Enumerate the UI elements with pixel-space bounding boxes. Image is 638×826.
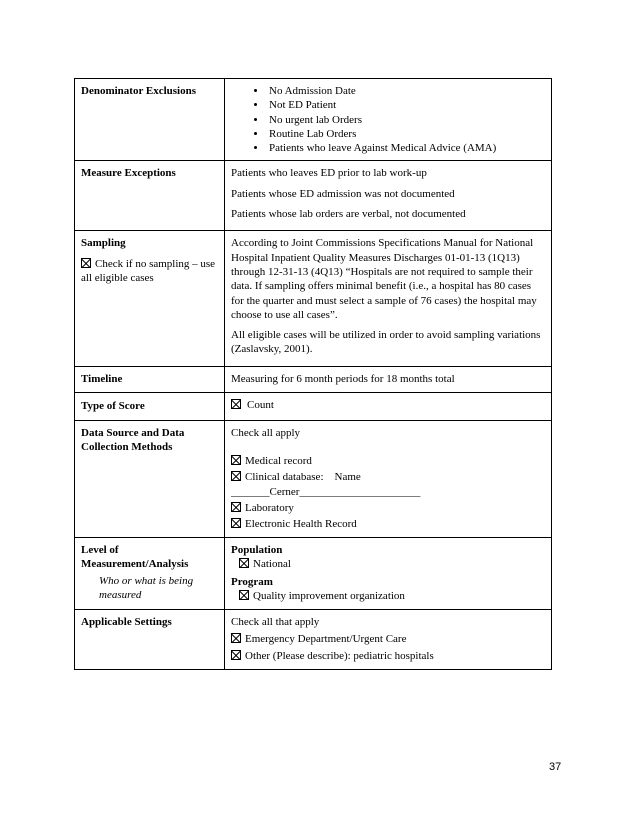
source-laboratory — [231, 501, 545, 515]
measure-exceptions-value — [225, 161, 552, 231]
sampling-paragraph-1: According to Joint Commissions Specifications Manual for National Hospital Inpatient Quality Measures Discharges 01-01-13 (1Q13) through 12-31-13 (4Q13) “Hospitals are not required to sample their data. If sampling offers minimal benefit (i.e., a hospital has 80 cases for the quarter and must select a sample of 76 cases) the hospital may choose to use all cases”. — [231, 237, 537, 321]
program-heading: Program — [231, 576, 273, 589]
checked-box-icon — [231, 650, 241, 660]
exception-item: Patients whose ED admission was not documented — [231, 187, 455, 200]
checked-box-icon — [231, 502, 241, 512]
population-heading: Population — [231, 543, 283, 556]
source-label: Medical record — [245, 455, 312, 468]
checked-box-icon — [231, 633, 241, 643]
timeline-value: Measuring for 6 month periods for 18 months total — [225, 366, 552, 392]
checked-box-icon — [231, 455, 241, 465]
source-clinical-database — [231, 470, 545, 484]
source-label: Laboratory — [245, 501, 294, 514]
exception-item: Patients whose lab orders are verbal, not documented — [231, 208, 466, 221]
source-ehr — [231, 517, 545, 531]
sampling-label: Sampling — [81, 237, 126, 250]
no-sampling-label: Check if no sampling – use all eligible cases — [81, 257, 216, 284]
source-medical-record — [231, 454, 545, 468]
row-applicable-settings — [75, 609, 552, 669]
level-value — [225, 537, 552, 609]
sampling-value — [225, 231, 552, 366]
checked-box-icon — [231, 518, 241, 528]
applicable-settings-value — [225, 609, 552, 669]
checked-box-icon — [239, 590, 249, 600]
population-option — [231, 557, 545, 571]
data-source-value — [225, 420, 552, 537]
type-of-score-label: Type of Score — [75, 392, 225, 420]
source-label: Electronic Health Record — [245, 518, 357, 531]
type-of-score-value — [225, 392, 552, 420]
checked-box-icon — [231, 471, 241, 481]
setting-label: Other (Please describe): pediatric hospitals — [245, 650, 434, 663]
sampling-paragraph-2: All eligible cases will be utilized in order to avoid sampling variations (Zaslavsky, 2001). — [231, 329, 541, 356]
no-sampling-option — [81, 257, 218, 286]
level-label-cell — [75, 537, 225, 609]
row-denominator-exclusions — [75, 79, 552, 161]
row-data-source — [75, 420, 552, 537]
program-value: Quality improvement organization — [253, 590, 405, 603]
score-type: Count — [247, 398, 274, 411]
settings-intro: Check all that apply — [231, 615, 320, 628]
checked-box-icon — [231, 399, 241, 409]
row-sampling — [75, 231, 552, 366]
data-source-intro: Check all apply — [231, 426, 301, 439]
level-label: Level of Measurement/Analysis — [81, 543, 189, 570]
checked-box-icon — [239, 558, 249, 568]
denominator-exclusions-label: Denominator Exclusions — [75, 79, 225, 161]
clinical-database-name: _______Cerner______________________ — [231, 485, 421, 498]
applicable-settings-label: Applicable Settings — [75, 609, 225, 669]
setting-other — [231, 649, 545, 663]
exclusion-item: • No urgent lab Orders — [267, 113, 545, 127]
program-option — [231, 589, 545, 603]
row-type-of-score — [75, 392, 552, 420]
row-measure-exceptions — [75, 161, 552, 231]
population-value: National — [253, 557, 291, 570]
source-label: Clinical database: Name — [245, 471, 361, 484]
measure-exceptions-label: Measure Exceptions — [75, 161, 225, 231]
exclusion-item: • Routine Lab Orders — [267, 127, 545, 141]
exclusion-item: • No Admission Date — [267, 84, 545, 98]
row-level-of-measurement — [75, 537, 552, 609]
timeline-label: Timeline — [75, 366, 225, 392]
level-sublabel: Who or what is being measured — [99, 575, 194, 602]
exclusion-item: • Not ED Patient — [267, 98, 545, 112]
measure-specification-table — [74, 78, 552, 670]
page-number: 37 — [549, 761, 562, 773]
setting-emergency — [231, 632, 545, 646]
checked-box-icon — [81, 258, 91, 268]
sampling-label-cell — [75, 231, 225, 366]
setting-label: Emergency Department/Urgent Care — [245, 633, 407, 646]
exclusions-list — [231, 84, 545, 155]
exclusion-item: • Patients who leave Against Medical Advice (AMA) — [267, 141, 545, 155]
data-source-label: Data Source and Data Collection Methods — [75, 420, 225, 537]
denominator-exclusions-value — [225, 79, 552, 161]
exception-item: Patients who leaves ED prior to lab work-up — [231, 167, 427, 180]
row-timeline — [75, 366, 552, 392]
